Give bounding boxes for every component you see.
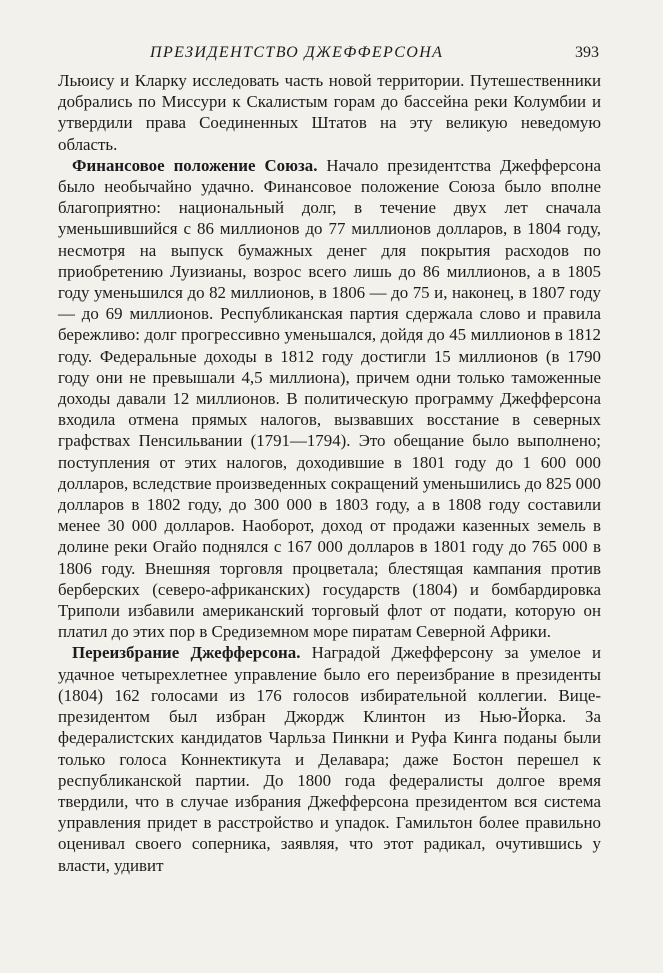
page-number: 393 [575,44,599,61]
paragraph-text: Начало президентства Джефферсона было необычайно удачно. Финансовое положение Союза было вполне благоприятно: национальный долг, в течение двух лет сначала уменьшившийся с 86 миллионов до 77 миллионов долларов, в 1804 году, несмотря на выпуск бумажных денег для покрытия расходов по приобретению Луизианы, возрос всего лишь до 86 миллионов, а в 1805 году уменьшился до 82 миллионов, в 1806 — до 75 и, наконец, в 1807 году — до 69 миллионов. Республиканская партия сдержала слово и правила бережливо: долг прогрессивно уменьшался, дойдя до 45 миллионов в 1812 году. Федеральные доходы в 1812 году достигли 15 миллионов (в 1790 году они не превышали 4,5 миллиона), причем одни только таможенные доходы давали 12 миллионов. В политическую программу Джефферсона входила отмена прямых налогов, вызвавших восстание в северных графствах Пенсильвании (1791—1794). Это обещание было выполнено; поступления от этих налогов, доходившие в 1801 году до 1 600 000 долларов, вследствие произведенных сокращений уменьшились до 825 000 долларов в 1802 году, до 300 000 в 1803 году, а в 1808 году составили менее 30 000 долларов. Наоборот, доход от продажи казенных земель в долине реки Огайо поднялся с 167 000 долларов в 1801 году до 765 000 в 1806 году. Внешняя торговля процветала; блестящая кампания против берберских (северо-африканских) государств (1804) и бомбардировка Триполи избавили американский торговый флот от подати, которую он платил до этих пор в Средиземном море пиратам Северной Африки. [58,155,601,642]
page-header [58,40,601,70]
section-title: Переизбрание Джефферсона. [72,643,301,663]
section-title: Финансовое положение Союза. [72,155,318,175]
paragraph [58,70,601,155]
body-text [58,70,601,876]
running-title: ПРЕЗИДЕНТСТВО ДЖЕФФЕРСОНА [150,44,444,61]
paragraph [58,642,601,875]
paragraph-text: Наградой Джефферсону за умелое и удачное четырехлетнее управление было его переизбрание в президенты (1804) 162 голосами из 176 голосов избирательной коллегии. Вице-президентом был избран Джордж Клинтон из Нью-Йорка. За федералистских кандидатов Чарльза Пинкни и Руфа Кинга поданы были только голоса Коннектикута и Делавара; даже Бостон перешел к республиканской партии. До 1800 года федералисты долгое время твердили, что в случае избрания Джефферсона президентом вся система управления придет в расстройство и упадок. Гамильтон более правильно оценивал своего соперника, заявляя, что этот радикал, очутившись у власти, удивит [58,643,602,875]
paragraph-text: Льюису и Кларку исследовать часть новой территории. Путешественники добрались по Миссури к Скалистым горам до бассейна реки Колумбии и утвердили права Соединенных Штатов на эту великую неведомую область. [58,71,601,154]
paragraph [58,155,601,643]
